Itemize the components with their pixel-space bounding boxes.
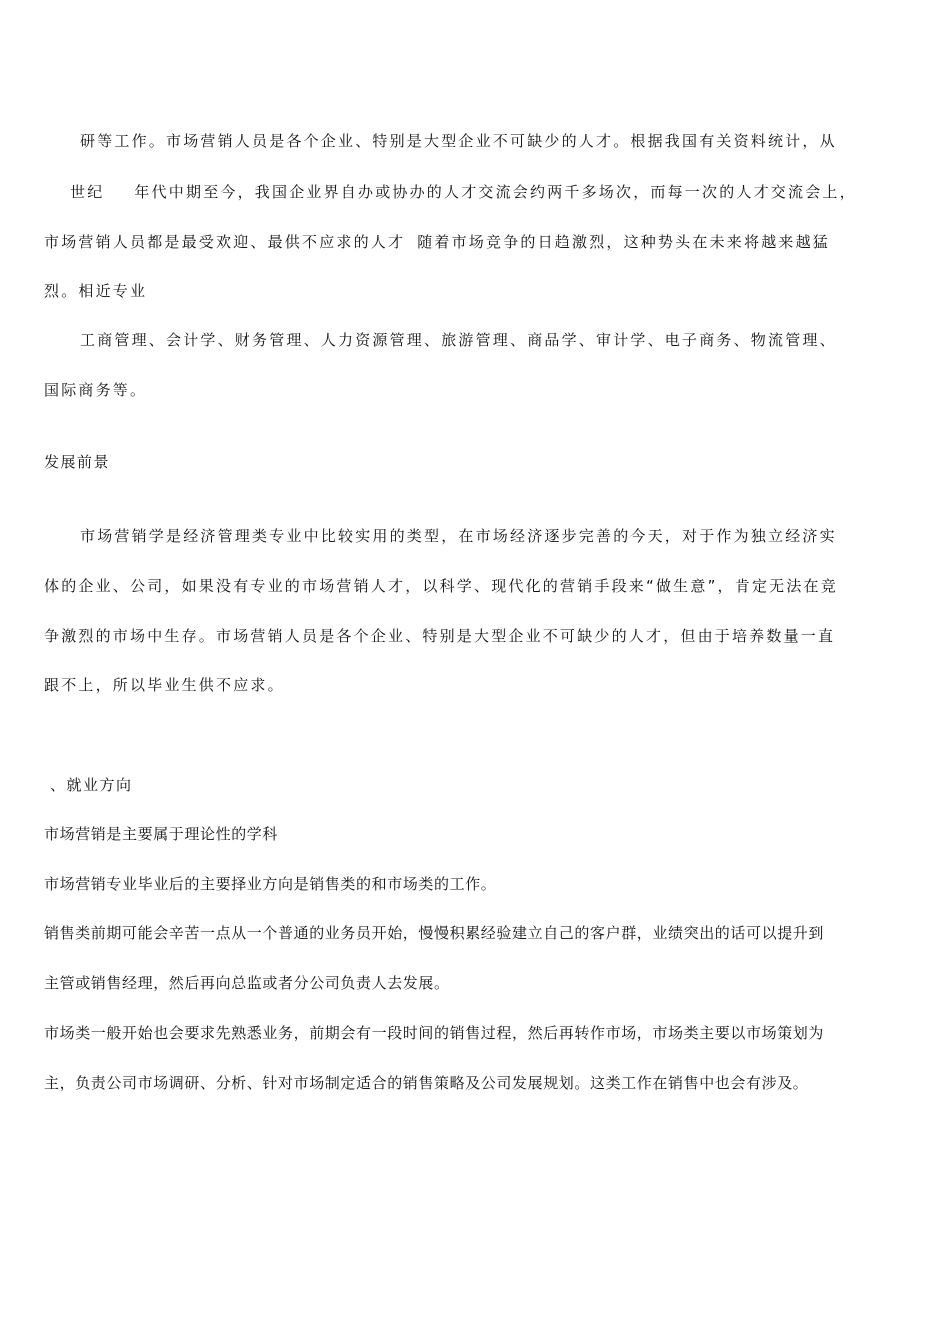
prospects-heading: 发展前景	[44, 453, 111, 471]
employment-line-2: 市场营销专业毕业后的主要择业方向是销售类的和市场类的工作。	[44, 875, 497, 893]
paragraph-1-line-2-rest: 年代中期至今，我国企业界自办或协办的人才交流会约两千多场次，而每一次的人才交流会上，	[134, 183, 857, 201]
paragraph-1-line-4: 烈。相近专业	[44, 282, 148, 300]
employment-heading: 、就业方向	[50, 776, 133, 794]
paragraph-1-line-2	[70, 182, 857, 202]
employment-line-4: 主管或销售经理，然后再向总监或者分公司负责人去发展。	[44, 974, 450, 992]
paragraph-1-line-3	[44, 232, 830, 252]
prospects-line-4: 跟不上，所以毕业生供不应求。	[44, 676, 285, 694]
employment-line-5: 市场类一般开始也会要求先熟悉业务，前期会有一段时间的销售过程，然后再转作市场，市场类主要以市场策划为	[44, 1024, 825, 1042]
employment-line-3: 销售类前期可能会辛苦一点从一个普通的业务员开始，慢慢积累经验建立自己的客户群，业绩突出的话可以提升到	[44, 924, 825, 942]
paragraph-1-line-2-start: 世纪	[70, 183, 105, 201]
paragraph-1-line-1: 研等工作。市场营销人员是各个企业、特别是大型企业不可缺少的人才。根据我国有关资料统计，从	[80, 132, 837, 150]
paragraph-1-line-3-rest: 随着市场竞争的日趋激烈，这种势头在未来将越来越猛	[417, 233, 831, 251]
prospects-line-3: 争激烈的市场中生存。市场营销人员是各个企业、特别是大型企业不可缺少的人才，但由于培养数量一直	[44, 627, 836, 645]
employment-line-6: 主，负责公司市场调研、分析、针对市场制定适合的销售策略及公司发展规划。这类工作在销售中也会有涉及。	[44, 1074, 809, 1092]
related-majors-line-2: 国际商务等。	[44, 381, 148, 399]
prospects-line-1: 市场营销学是经济管理类专业中比较实用的类型，在市场经济逐步完善的今天，对于作为独立经济实	[80, 527, 837, 545]
related-majors-line-1: 工商管理、会计学、财务管理、人力资源管理、旅游管理、商品学、审计学、电子商务、物流管理、	[80, 331, 837, 349]
paragraph-1-line-3-start: 市场营销人员都是最受欢迎、最供不应求的人才	[44, 233, 406, 251]
employment-line-1: 市场营销是主要属于理论性的学科	[44, 825, 279, 843]
prospects-line-2: 体的企业、公司，如果没有专业的市场营销人才，以科学、现代化的营销手段来“做生意”，肯定无法在竞	[44, 577, 838, 595]
